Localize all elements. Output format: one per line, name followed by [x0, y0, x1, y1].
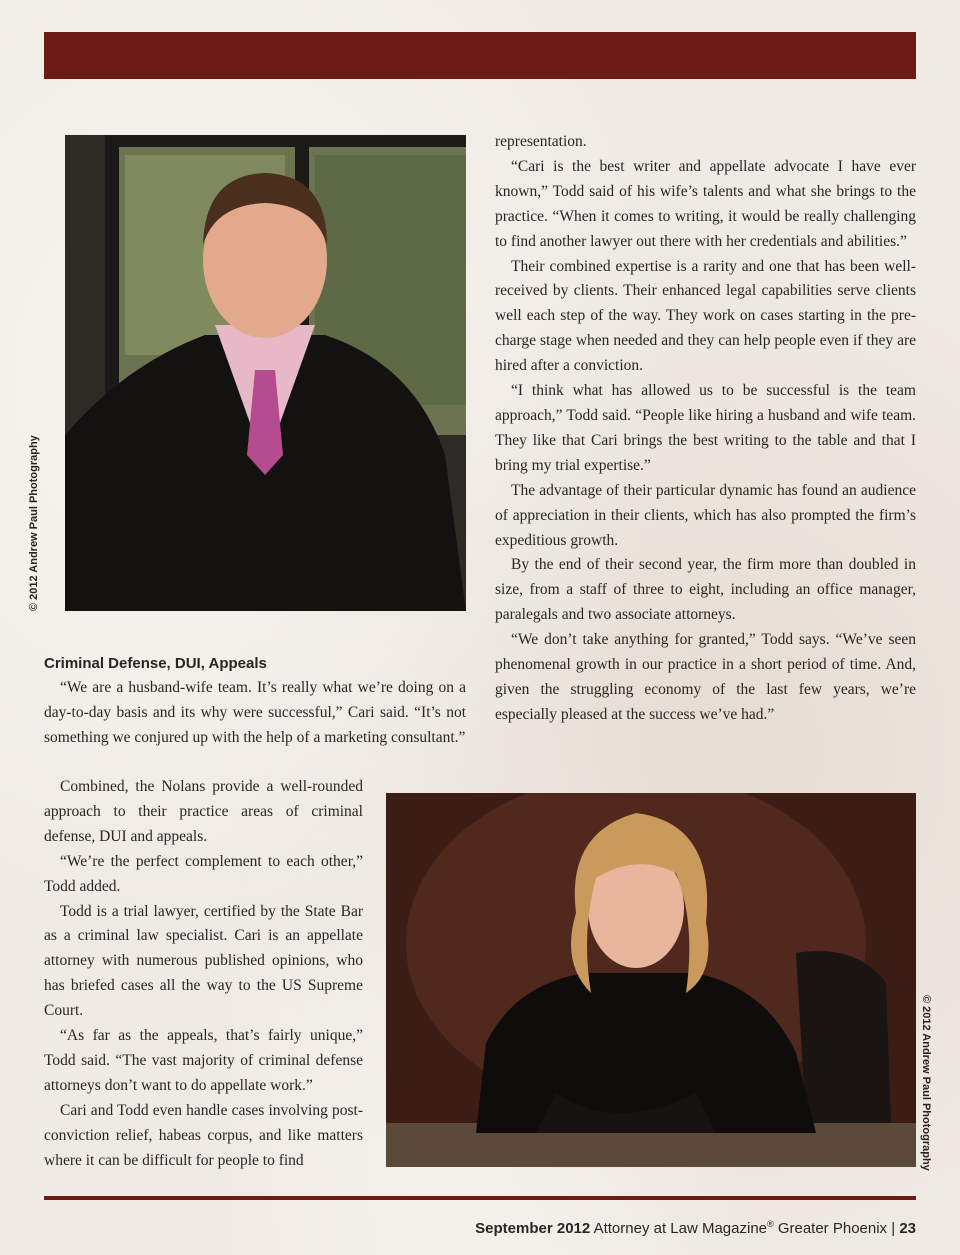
paragraph: Cari and Todd even handle cases involving post-conviction relief, habeas corpus, and like matters where it can be difficult for people to find	[44, 1101, 363, 1169]
section-subhead: Criminal Defense, DUI, Appeals	[44, 655, 267, 672]
cari-portrait-photo	[386, 793, 916, 1167]
left-column-upper-text	[44, 652, 466, 751]
page-footer	[475, 1219, 916, 1237]
paragraph: “We don’t take anything for granted,” Todd says. “We’ve seen phenomenal growth in our practice in a short period of time. And, given the struggling economy of the last few years, we’re especially pleased at the success we’ve had.”	[495, 631, 916, 723]
todd-portrait-photo	[65, 135, 466, 611]
page-number: 23	[899, 1220, 916, 1237]
photo-credit-right: © 2012 Andrew Paul Photography	[920, 995, 932, 1171]
registered-mark: ®	[767, 1219, 774, 1229]
paragraph: Their combined expertise is a rarity and one that has been well-received by clients. Their enhanced legal capabilities serve clients well each step of the way. They work on cases starting in the pre-charge stage when needed and they can help people even if they are hired after a conviction.	[495, 257, 916, 375]
paragraph: Combined, the Nolans provide a well-rounded approach to their practice areas of criminal defense, DUI and appeals.	[44, 778, 363, 845]
paragraph: “We are a husband-wife team. It’s really what we’re doing on a day-to-day basis and its why were successful,” Cari said. “It’s not something we conjured up with the help of a marketing consultant.”	[44, 679, 466, 746]
paragraph: By the end of their second year, the firm more than doubled in size, from a staff of three to eight, including an office manager, paralegals and two associate attorneys.	[495, 556, 916, 624]
edition-name: Greater Phoenix	[777, 1220, 888, 1237]
header-bar	[44, 32, 916, 79]
paragraph: “I think what has allowed us to be successful is the team approach,” Todd said. “People like hiring a husband and wife team. They like that Cari brings the best writing to the table and that I bring my trial expertise.”	[495, 382, 916, 474]
paragraph: “We’re the perfect complement to each other,” Todd added.	[44, 852, 363, 895]
paragraph: “As far as the appeals, that’s fairly unique,” Todd said. “The vast majority of criminal defense attorneys don’t want to do appellate work.”	[44, 1027, 363, 1094]
footer-rule	[44, 1196, 916, 1200]
footer-separator: |	[891, 1220, 896, 1237]
photo-credit-left: © 2012 Andrew Paul Photography	[28, 435, 40, 611]
issue-date: September 2012	[475, 1220, 591, 1237]
paragraph: representation.	[495, 133, 587, 150]
paragraph: “Cari is the best writer and appellate advocate I have ever known,” Todd said of his wife’s talents and what she brings to the practice. “When it comes to writing, it would be really challenging to find another lawyer out there with her credentials and abilities.”	[495, 157, 916, 250]
left-column-lower-text	[44, 775, 363, 1174]
magazine-name: Attorney at Law Magazine	[593, 1220, 768, 1237]
paragraph: Todd is a trial lawyer, certified by the State Bar as a criminal law specialist. Cari is an appellate attorney with numerous published opinions, who has briefed cases all the way to the US Supreme Court.	[44, 902, 363, 1020]
right-column-text	[495, 130, 916, 728]
paragraph: The advantage of their particular dynamic has found an audience of appreciation in their clients, which has also prompted the firm’s expeditious growth.	[495, 481, 916, 549]
